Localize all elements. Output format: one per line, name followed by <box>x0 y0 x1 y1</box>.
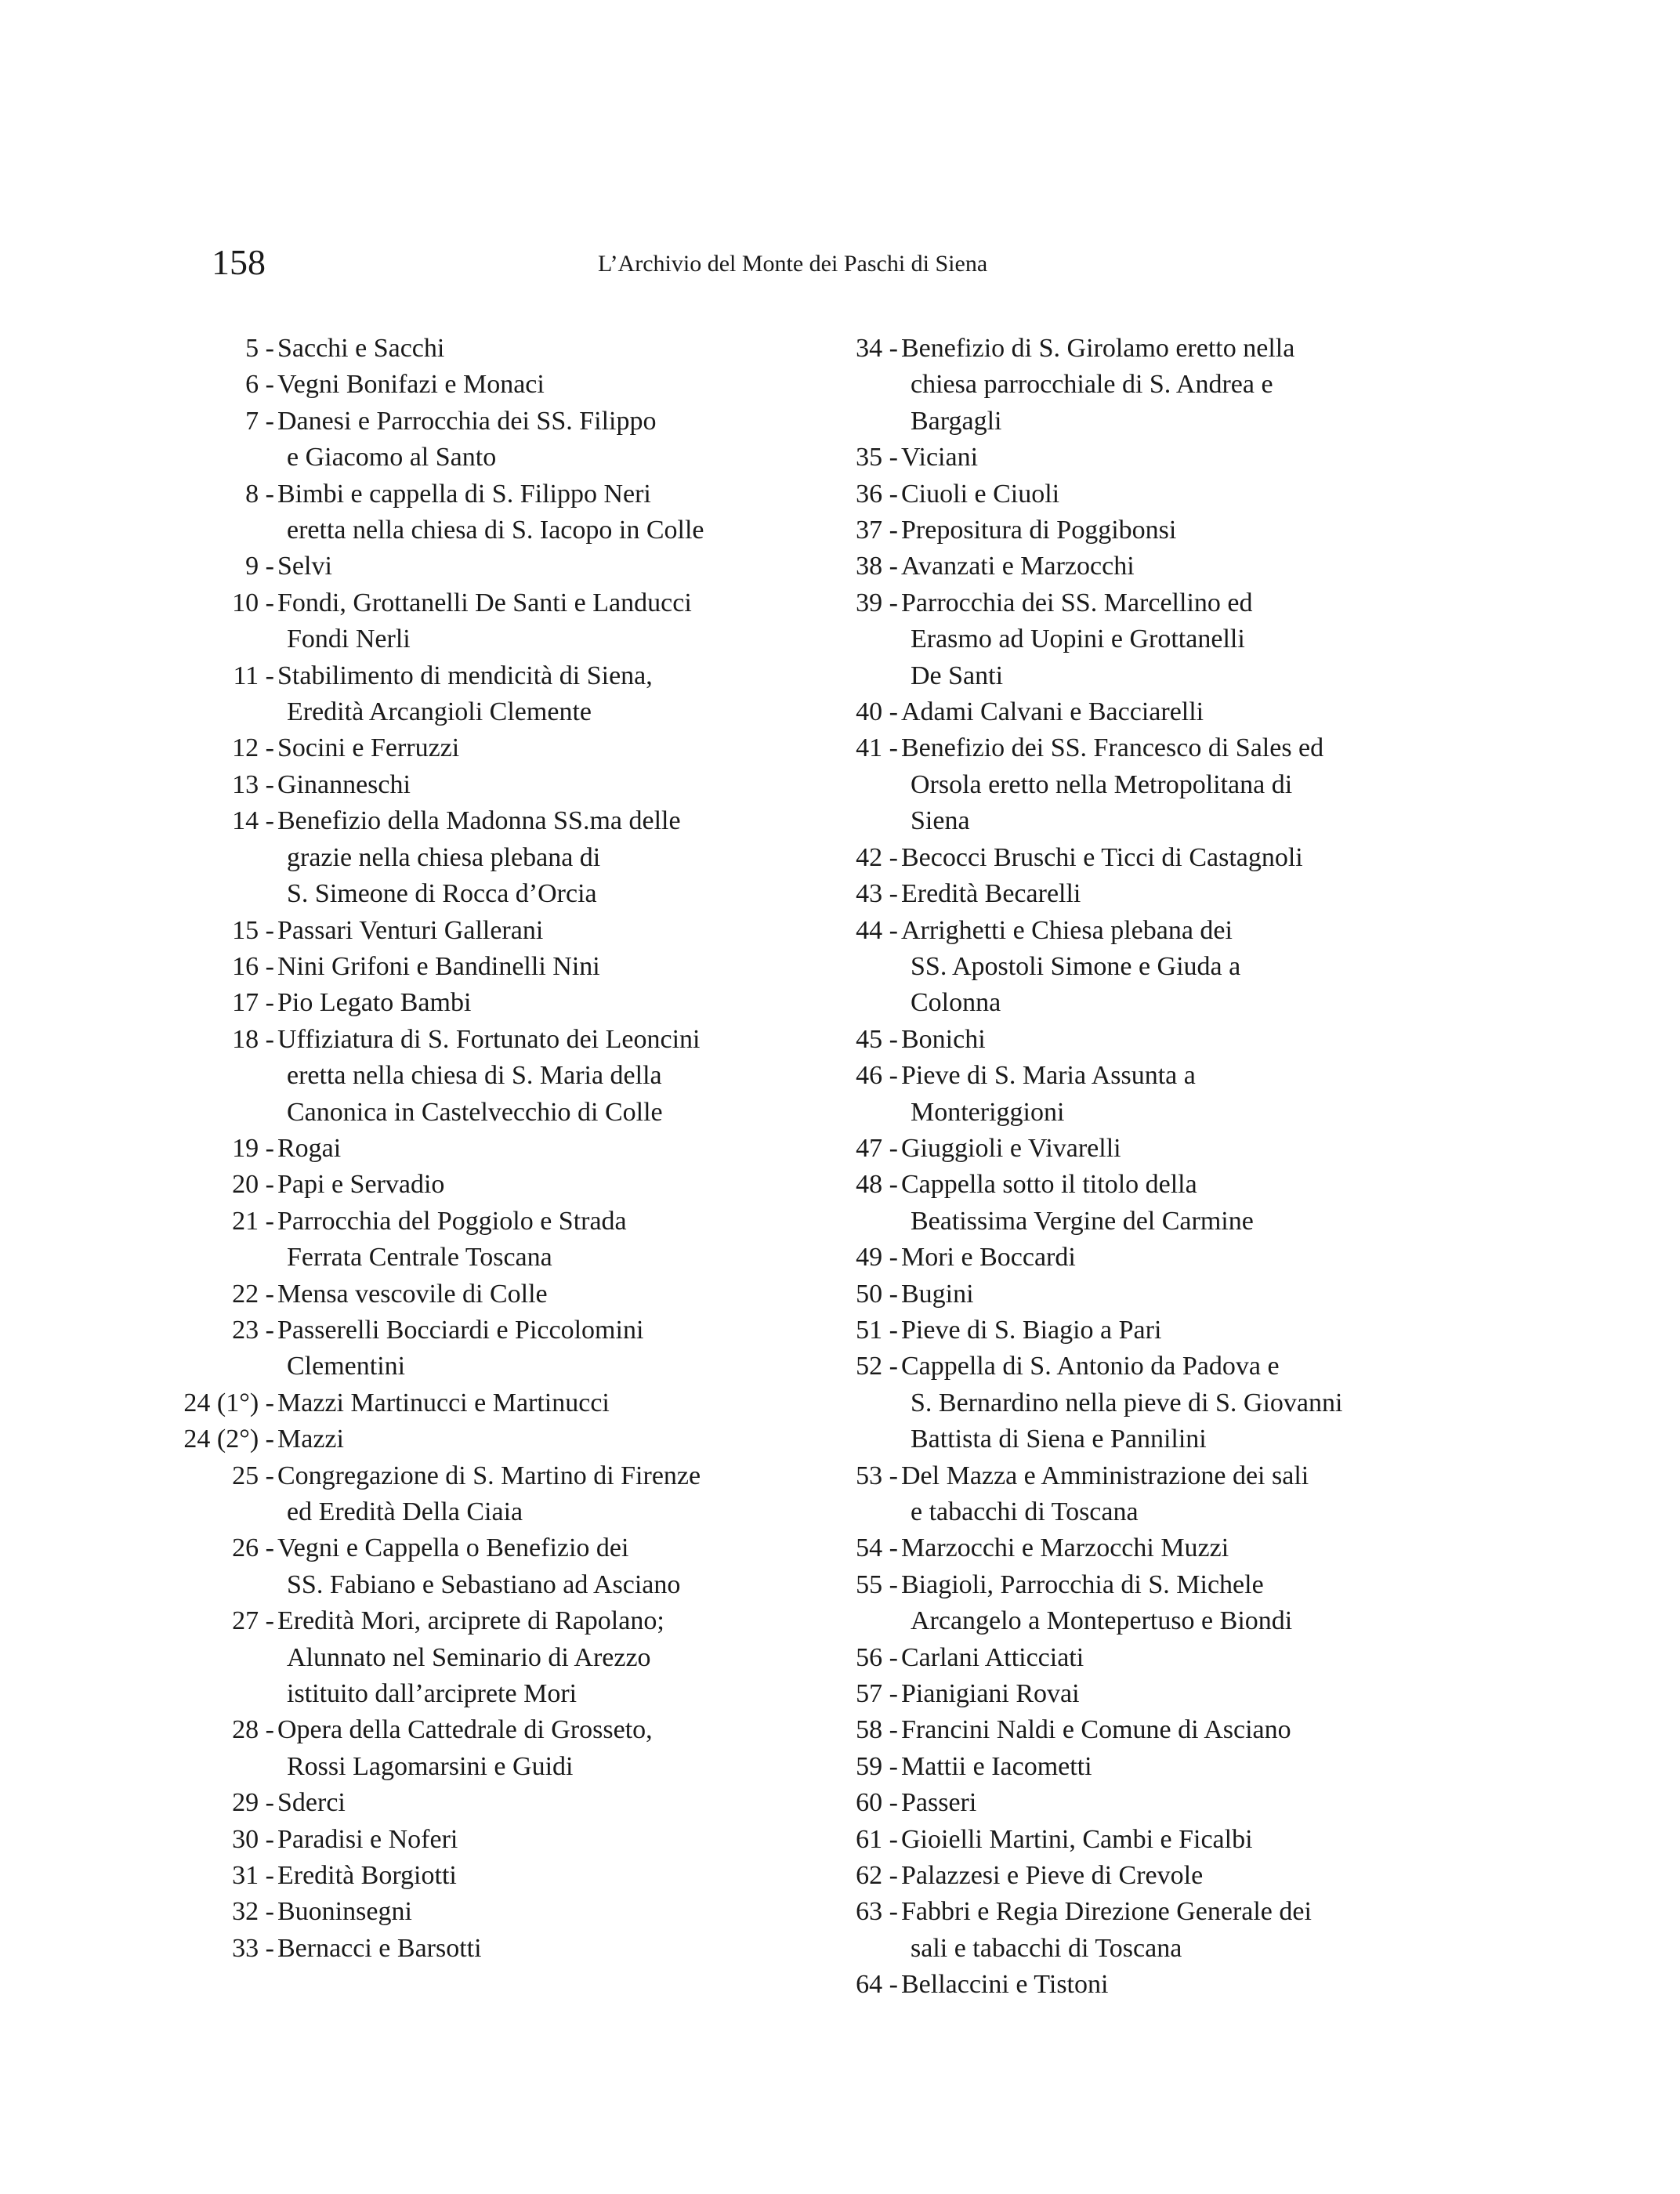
entry-text <box>901 1276 974 1312</box>
entry-line: Congregazione di S. Martino di Firenze <box>277 1461 701 1490</box>
entry-line: Viciani <box>901 443 979 472</box>
entry-line: Eredità Borgiotti <box>277 1861 457 1891</box>
entry-number: 30 - <box>232 1824 274 1854</box>
entry-line: Ginanneschi <box>277 769 411 799</box>
entry-line: Ferrata Centrale Toscana <box>287 1243 552 1273</box>
entry-number: 62 - <box>856 1861 898 1891</box>
entry-line: Erasmo ad Uopini e Grottanelli <box>911 625 1245 654</box>
entry-line: Eredità Arcangioli Clemente <box>287 697 592 727</box>
entry-text <box>901 476 1059 512</box>
entry-text <box>901 1058 1196 1131</box>
entry-line: Arrighetti e Chiesa plebana dei <box>901 915 1233 945</box>
entry-line: Mazzi Martinucci e Martinucci <box>277 1388 610 1417</box>
entry-text <box>901 548 1135 585</box>
entry-line: Eredità Becarelli <box>901 879 1081 909</box>
entry-line: eretta nella chiesa di S. Iacopo in Colle <box>287 516 704 545</box>
entry-number: 46 - <box>856 1061 898 1091</box>
entry-number: 18 - <box>232 1024 274 1054</box>
page-number: 158 <box>212 242 266 282</box>
entry-line: Rossi Lagomarsini e Guidi <box>287 1751 574 1781</box>
entry-text <box>901 840 1303 876</box>
entry-number: 32 - <box>232 1897 274 1927</box>
entry-line: Fondi Nerli <box>287 625 411 654</box>
entry-line: Benefizio dei SS. Francesco di Sales ed <box>901 733 1324 763</box>
entry-line: Benefizio della Madonna SS.ma delle <box>277 806 681 836</box>
entry-number: 35 - <box>856 443 898 472</box>
list-item <box>0 440 1410 476</box>
entry-line: Passerelli Bocciardi e Piccolomini <box>277 1315 644 1345</box>
list-item <box>0 1640 1410 1676</box>
list-item <box>0 694 1410 730</box>
entry-line: Parrocchia dei SS. Marcellino ed <box>901 588 1253 617</box>
entry-text <box>901 1458 1309 1531</box>
entry-line: Sderci <box>277 1788 346 1818</box>
entry-number: 51 - <box>856 1315 898 1345</box>
entry-text <box>901 1749 1092 1785</box>
entry-number: 47 - <box>856 1133 898 1163</box>
entry-line: Mattii e Iacometti <box>901 1751 1092 1781</box>
entry-line: Pianigiani Rovai <box>901 1679 1080 1709</box>
list-item <box>0 730 1410 839</box>
entry-line: Bellaccini e Tistoni <box>901 1970 1109 2000</box>
entry-line: sali e tabacchi di Toscana <box>911 1933 1182 1963</box>
entry-line: Mensa vescovile di Colle <box>277 1279 548 1309</box>
entry-number: 53 - <box>856 1461 898 1490</box>
entry-text <box>901 1240 1076 1276</box>
entry-number: 13 - <box>232 769 274 799</box>
list-item <box>0 1312 1410 1349</box>
list-item <box>0 1676 1410 1712</box>
entry-line: Monteriggioni <box>911 1097 1065 1127</box>
entry-text <box>901 1640 1084 1676</box>
entry-line: Cappella di S. Antonio da Padova e <box>901 1352 1280 1381</box>
entry-line: Papi e Servadio <box>277 1170 445 1200</box>
right-column <box>0 331 1410 2004</box>
entry-number: 41 - <box>856 733 898 763</box>
entry-line: Palazzesi e Pieve di Crevole <box>901 1861 1204 1891</box>
entry-number: 21 - <box>232 1206 274 1236</box>
entry-number: 40 - <box>856 697 898 727</box>
entry-line: Arcangelo a Montepertuso e Biondi <box>911 1606 1293 1636</box>
list-item <box>0 1822 1410 1858</box>
entry-text <box>901 730 1323 839</box>
entry-line: Fabbri e Regia Direzione Generale dei <box>901 1897 1312 1927</box>
entry-line: Uffiziatura di S. Fortunato dei Leoncini <box>277 1024 701 1054</box>
entry-line: Gioielli Martini, Cambi e Ficalbi <box>901 1824 1253 1854</box>
entry-number: 55 - <box>856 1569 898 1599</box>
entry-line: eretta nella chiesa di S. Maria della <box>287 1061 662 1091</box>
list-item <box>0 840 1410 876</box>
entry-line: Opera della Cattedrale di Grosseto, <box>277 1715 653 1745</box>
entry-line: Bargagli <box>911 406 1002 436</box>
entry-line: Passeri <box>901 1788 977 1818</box>
entry-text <box>901 694 1204 730</box>
entry-line: Danesi e Parrocchia dei SS. Filippo <box>277 406 657 436</box>
list-item <box>0 1712 1410 1748</box>
entry-text <box>901 585 1252 694</box>
entry-number: 64 - <box>856 1970 898 2000</box>
entry-line: SS. Apostoli Simone e Giuda a <box>911 951 1241 981</box>
list-item <box>0 1530 1410 1566</box>
entry-number: 48 - <box>856 1170 898 1200</box>
entry-number: 54 - <box>856 1533 898 1563</box>
entry-line: Marzocchi e Marzocchi Muzzi <box>901 1533 1229 1563</box>
entry-number: 39 - <box>856 588 898 617</box>
entry-text <box>901 1567 1292 1640</box>
list-item <box>0 1567 1410 1640</box>
entry-number: 49 - <box>856 1243 898 1273</box>
entry-line: Passari Venturi Gallerani <box>277 915 544 945</box>
entry-number: 11 - <box>233 661 274 690</box>
entry-line: grazie nella chiesa plebana di <box>287 842 601 872</box>
entry-number: 33 - <box>232 1933 274 1963</box>
entry-number: 6 - <box>245 370 274 400</box>
entry-number: 23 - <box>232 1315 274 1345</box>
entry-number: 19 - <box>232 1133 274 1163</box>
entry-text <box>901 1131 1121 1167</box>
entry-number: 57 - <box>856 1679 898 1709</box>
entry-text <box>901 1785 976 1821</box>
entry-text <box>901 1858 1203 1894</box>
entry-number: 45 - <box>856 1024 898 1054</box>
entry-text <box>901 1894 1312 1967</box>
entry-number: 60 - <box>856 1788 898 1818</box>
entry-number: 63 - <box>856 1897 898 1927</box>
entry-text <box>901 1312 1161 1349</box>
entry-number: 20 - <box>232 1170 274 1200</box>
list-item <box>0 913 1410 1022</box>
entry-line: Rogai <box>277 1133 342 1163</box>
entry-line: Nini Grifoni e Bandinelli Nini <box>277 951 600 981</box>
entry-number: 16 - <box>232 951 274 981</box>
entry-number: 43 - <box>856 879 898 909</box>
entry-line: Bimbi e cappella di S. Filippo Neri <box>277 479 651 509</box>
entry-number: 44 - <box>856 915 898 945</box>
entry-number: 24 (1°) - <box>183 1388 274 1417</box>
entry-text <box>901 1167 1254 1240</box>
entry-line: Benefizio di S. Girolamo eretto nella <box>901 334 1295 363</box>
entry-line: Stabilimento di mendicità di Siena, <box>277 661 653 690</box>
entry-number: 22 - <box>232 1279 274 1309</box>
entry-text <box>901 1967 1108 2003</box>
entry-line: Mazzi <box>277 1425 344 1454</box>
entry-number: 15 - <box>232 915 274 945</box>
list-item <box>0 1458 1410 1531</box>
entry-line: chiesa parrocchiale di S. Andrea e <box>911 370 1273 400</box>
entry-number: 12 - <box>232 733 274 763</box>
entry-line: e tabacchi di Toscana <box>911 1497 1139 1526</box>
entry-line: Pio Legato Bambi <box>277 988 472 1018</box>
entry-line: istituito dall’arciprete Mori <box>287 1679 578 1709</box>
list-item <box>0 1058 1410 1131</box>
entry-text <box>901 1676 1080 1712</box>
entry-line: Sacchi e Sacchi <box>277 334 445 363</box>
entry-line: Adami Calvani e Bacciarelli <box>901 697 1204 727</box>
entry-line: Paradisi e Noferi <box>277 1824 458 1854</box>
list-item <box>0 1022 1410 1058</box>
entry-line: Selvi <box>277 552 332 581</box>
entry-number: 5 - <box>245 334 274 363</box>
entry-line: S. Simeone di Rocca d’Orcia <box>287 879 597 909</box>
entry-text <box>901 1349 1342 1457</box>
entry-line: Vegni e Cappella o Benefizio dei <box>277 1533 629 1563</box>
entry-number: 8 - <box>245 479 274 509</box>
list-item <box>0 1131 1410 1167</box>
list-item <box>0 548 1410 585</box>
entry-line: Buoninsegni <box>277 1897 412 1927</box>
entry-number: 10 - <box>232 588 274 617</box>
entry-line: e Giacomo al Santo <box>287 443 497 472</box>
entry-line: Bernacci e Barsotti <box>277 1933 482 1963</box>
list-item <box>0 1349 1410 1457</box>
entry-number: 36 - <box>856 479 898 509</box>
entry-number: 61 - <box>856 1824 898 1854</box>
entry-number: 38 - <box>856 552 898 581</box>
entry-line: Ciuoli e Ciuoli <box>901 479 1060 509</box>
entry-text <box>901 913 1240 1022</box>
entry-line: Avanzati e Marzocchi <box>901 552 1135 581</box>
list-item <box>0 1894 1410 1967</box>
entry-number: 52 - <box>856 1352 898 1381</box>
entry-number: 58 - <box>856 1715 898 1745</box>
entry-number: 9 - <box>245 552 274 581</box>
entry-number: 25 - <box>232 1461 274 1490</box>
entry-line: Bonichi <box>901 1024 986 1054</box>
entry-line: Mori e Boccardi <box>901 1243 1076 1273</box>
list-item <box>0 512 1410 548</box>
list-item <box>0 331 1410 440</box>
entry-line: Giuggioli e Vivarelli <box>901 1133 1121 1163</box>
entry-line: Fondi, Grottanelli De Santi e Landucci <box>277 588 692 617</box>
entry-number: 24 (2°) - <box>183 1425 274 1454</box>
entry-text <box>901 876 1081 912</box>
entry-line: S. Bernardino nella pieve di S. Giovanni <box>911 1388 1343 1417</box>
entry-text <box>901 440 978 476</box>
entry-line: Carlani Atticciati <box>901 1642 1084 1672</box>
entry-line: ed Eredità Della Ciaia <box>287 1497 523 1526</box>
entry-number: 7 - <box>245 406 274 436</box>
entry-line: Eredità Mori, arciprete di Rapolano; <box>277 1606 664 1636</box>
entry-line: Vegni Bonifazi e Monaci <box>277 370 545 400</box>
entry-line: Canonica in Castelvecchio di Colle <box>287 1097 663 1127</box>
entry-text <box>901 512 1176 548</box>
entry-number: 42 - <box>856 842 898 872</box>
entry-line: Socini e Ferruzzi <box>277 733 460 763</box>
entry-text <box>901 1822 1253 1858</box>
list-item <box>0 585 1410 694</box>
entry-line: Beatissima Vergine del Carmine <box>911 1206 1254 1236</box>
list-item <box>0 476 1410 512</box>
entry-line: Orsola eretto nella Metropolitana di <box>911 769 1293 799</box>
entry-number: 28 - <box>232 1715 274 1745</box>
entry-number: 34 - <box>856 334 898 363</box>
entry-text <box>901 331 1294 440</box>
entry-line: Colonna <box>911 988 1001 1018</box>
entry-number: 31 - <box>232 1861 274 1891</box>
entry-text <box>901 1022 986 1058</box>
entry-line: Parrocchia del Poggiolo e Strada <box>277 1206 627 1236</box>
entry-line: Del Mazza e Amministrazione dei sali <box>901 1461 1309 1490</box>
entry-line: Prepositura di Poggibonsi <box>901 516 1177 545</box>
entry-line: Francini Naldi e Comune di Asciano <box>901 1715 1291 1745</box>
entry-line: Cappella sotto il titolo della <box>901 1170 1197 1200</box>
list-item <box>0 1276 1410 1312</box>
list-item <box>0 1858 1410 1894</box>
entry-number: 17 - <box>232 988 274 1018</box>
entry-number: 14 - <box>232 806 274 836</box>
list-item <box>0 1240 1410 1276</box>
entry-line: Siena <box>911 806 970 836</box>
entry-line: Becocci Bruschi e Ticci di Castagnoli <box>901 842 1303 872</box>
list-item <box>0 1749 1410 1785</box>
entry-line: Clementini <box>287 1352 406 1381</box>
entry-number: 27 - <box>232 1606 274 1636</box>
entry-number: 50 - <box>856 1279 898 1309</box>
entry-line: Pieve di S. Biagio a Pari <box>901 1315 1162 1345</box>
entry-number: 29 - <box>232 1788 274 1818</box>
entry-line: Battista di Siena e Pannilini <box>911 1425 1207 1454</box>
entry-line: De Santi <box>911 661 1004 690</box>
list-item <box>0 876 1410 912</box>
entry-number: 37 - <box>856 516 898 545</box>
entry-line: Biagioli, Parrocchia di S. Michele <box>901 1569 1264 1599</box>
entry-line: Pieve di S. Maria Assunta a <box>901 1061 1196 1091</box>
entry-text <box>901 1712 1291 1748</box>
list-item <box>0 1167 1410 1240</box>
running-title: L’Archivio del Monte dei Paschi di Siena <box>598 251 988 277</box>
entry-line: Bugini <box>901 1279 974 1309</box>
entry-number: 26 - <box>232 1533 274 1563</box>
entry-number: 59 - <box>856 1751 898 1781</box>
list-item <box>0 1785 1410 1821</box>
list-item <box>0 1967 1410 2003</box>
entry-number: 56 - <box>856 1642 898 1672</box>
entry-line: Alunnato nel Seminario di Arezzo <box>287 1642 651 1672</box>
entry-line: SS. Fabiano e Sebastiano ad Asciano <box>287 1569 681 1599</box>
entry-text <box>901 1530 1229 1566</box>
